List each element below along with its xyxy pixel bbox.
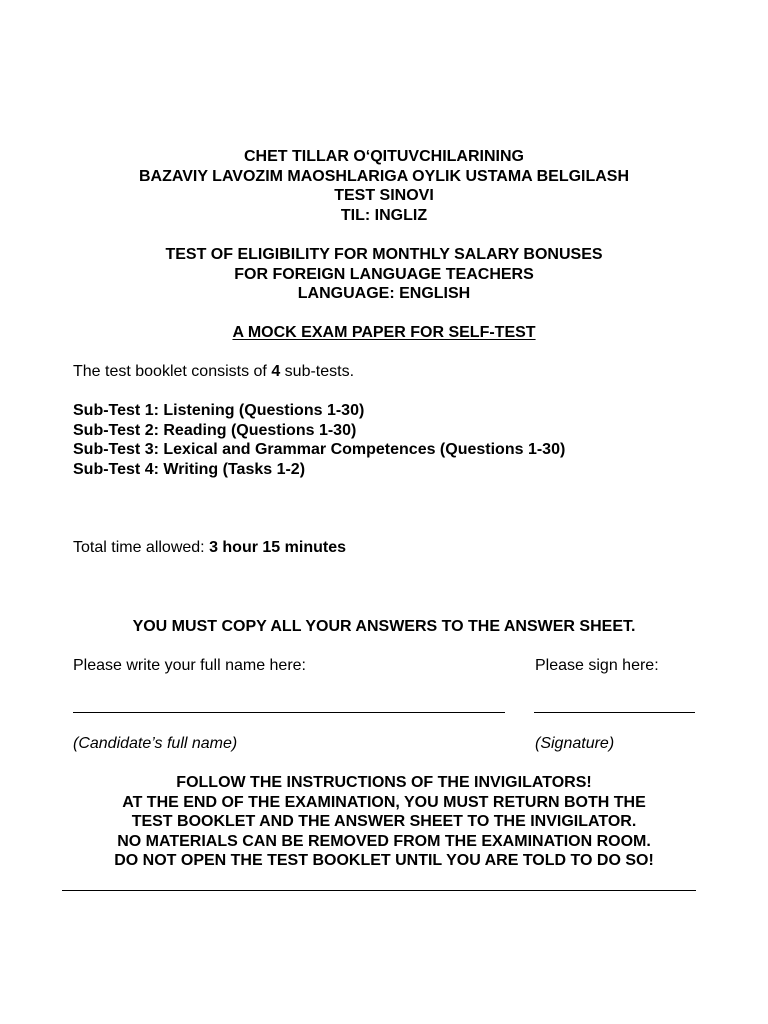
full-name-line [73,712,505,713]
bottom-divider [62,890,696,891]
instruction-line: FOLLOW THE INSTRUCTIONS OF THE INVIGILATORS! [176,774,592,791]
english-header [0,245,768,304]
booklet-suffix: sub-tests. [280,363,355,380]
subtest-list [73,401,565,479]
uzbek-header-line-2: BAZAVIY LAVOZIM MAOSHLARIGA OYLIK USTAMA BELGILASH [138,167,630,185]
uzbek-header-line-4: TIL: INGLIZ [340,206,428,224]
subtest-item: Sub-Test 1: Listening (Questions 1-30) [73,402,365,419]
instruction-line: TEST BOOKLET AND THE ANSWER SHEET TO THE INVIGILATOR. [131,813,637,831]
booklet-subtest-count: 4 [271,363,281,380]
subtest-item: Sub-Test 2: Reading (Questions 1-30) [73,421,357,439]
copy-answers-notice: YOU MUST COPY ALL YOUR ANSWERS TO THE ANSWER SHEET. [132,618,636,635]
subtest-item: Sub-Test 4: Writing (Tasks 1-2) [73,460,306,478]
english-header-line-1: TEST OF ELIGIBILITY FOR MONTHLY SALARY BONUSES [165,246,603,263]
english-header-line-3: LANGUAGE: ENGLISH [297,285,471,303]
signature-prompt: Please sign here: [535,657,659,674]
total-time-value: 3 hour 15 minutes [209,539,346,556]
instruction-line: NO MATERIALS CAN BE REMOVED FROM THE EXAMINATION ROOM. [117,832,651,850]
english-header-line-2: FOR FOREIGN LANGUAGE TEACHERS [234,265,534,283]
instruction-line: AT THE END OF THE EXAMINATION, YOU MUST RETURN BOTH THE [122,793,646,811]
booklet-prefix: The test booklet consists of [73,363,272,380]
total-time [73,538,346,558]
uzbek-header-line-3: TEST SINOVI [334,187,434,205]
signature-caption: (Signature) [535,735,615,752]
full-name-caption: (Candidate’s full name) [73,735,238,752]
uzbek-header-line-1: CHET TILLAR O‘QITUVCHILARINING [244,148,524,165]
mock-exam-title [0,323,768,343]
mock-exam-title-text: A MOCK EXAM PAPER FOR SELF-TEST [232,324,536,341]
total-time-label: Total time allowed: [73,539,210,556]
full-name-prompt: Please write your full name here: [73,657,306,674]
signature-line [534,712,695,713]
booklet-description [73,362,354,382]
invigilator-instructions [0,773,768,871]
subtest-item: Sub-Test 3: Lexical and Grammar Competences (Questions 1-30) [73,441,566,459]
instruction-line: DO NOT OPEN THE TEST BOOKLET UNTIL YOU ARE TOLD TO DO SO! [114,852,654,870]
uzbek-header [0,147,768,225]
